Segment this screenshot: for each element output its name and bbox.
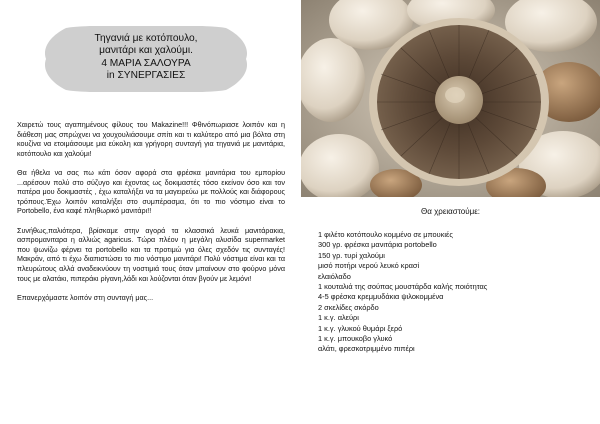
mushroom-illustration xyxy=(301,0,600,197)
collaboration-line: in ΣΥΝΕΡΓΑΣΙΕΣ xyxy=(106,70,186,82)
ingredient-item: μισό ποτήρι νερού λευκό κρασί xyxy=(318,261,420,271)
title-line-2: μανιτάρι και χαλούμι. xyxy=(99,45,193,57)
ingredients-heading: Θα χρειαστούμε: xyxy=(421,207,480,216)
ingredient-item: 1 φιλέτο κοτόπουλο κομμένο σε μπουκιές xyxy=(318,230,453,239)
ingredient-item: 2 σκελίδες σκόρδο xyxy=(318,302,379,312)
intro-paragraph-1: Χαιρετώ τους αγαπημένους φίλους του Makazine!!! Φθινόπωριασε λοιπόν και η διάθεση μας σπρώχνει να χουχουλιάσουμε σπίτι και τι καλύτερο από μια βόλτα στη κουζίνα να ετοιμάσουμε μια εύκολη και γρήγορη συνταγή για τηγανιά με μανιτάρια, κοτόπουλο και χαλούμι! xyxy=(17,120,285,158)
author-line: 4 ΜΑΡΙΑ ΣΑΛΟΥΡΑ xyxy=(101,57,191,69)
intro-paragraph-3: Συνήθως,παλιότερα, βρίσκαμε στην αγορά τα κλασσικά λευκά μανιτάρακια, ασπρομανιταρα η αλλιώς agaricus. Τώρα πλέον η μεγάλη αλυσίδα supermarket που ψωνίζω φέρνει τα portobello και τα προτιμώ για όλες σχεδόν τις συνταγές! Μακράν, από τι έχω διαπιστώσει το πιο νόστιμο μανιτάρι! Πολύ νόστιμα είναι και τα πλευρώτους αλλά αναδεικνύουν τη νοστιμιά τους όταν μπαίνουν στο φούρνο μόνα τους με αλατάκι, πιπεράκι ρίγανη,λάδι και λούζονται όταν βγούν με λεμόνι! xyxy=(17,225,285,283)
intro-paragraph-2: Θα ήθελα να σας πω κάτι όσον αφορά στα φρέσκα μανιτάρια του εμπορίου ...αρέσουν πολύ στο σύζυγο και έχοντας ως δοκιμαστές τόσο εκείνον όσο και τον πατέρα μου δοκιμαστές , έχω καταλήξει να τα μαγειρεύω με πολλούς και διάφορους τρόπους.Έχω λοιπόν καταλήξει στο συμπέρασμα, ότι το πιο νόστιμο είναι το Portobello, ένα καφέ πληθωρικό μανιτάρι!! xyxy=(17,167,285,216)
mushroom-photo xyxy=(301,0,600,197)
ingredient-item: ελαιόλαδο xyxy=(318,271,351,281)
ingredient-item: 1 κ.γ. αλεύρι xyxy=(318,313,359,323)
title-text xyxy=(44,33,248,83)
ingredient-item: 300 γρ. φρέσκα μανιτάρια portobello xyxy=(318,240,437,250)
ingredient-item: 1 κ.γ. γλυκού θυμάρι ξερό xyxy=(318,323,403,333)
ingredient-item: 1 κουταλιά της σούπας μουστάρδα καλής ποιότητας xyxy=(318,282,488,292)
ingredient-item: 4-5 φρέσκα κρεμμυδάκια ψιλοκομμένα xyxy=(318,292,444,302)
ingredient-item: 150 γρ. τυρί χαλούμι xyxy=(318,250,385,260)
ingredient-item: 1 κ.γ. μπουκοβο γλυκό xyxy=(318,334,393,344)
ingredients-list xyxy=(318,230,596,355)
intro-text xyxy=(17,120,285,312)
ingredient-item: αλάτι, φρεσκοτριμμένο πιπέρι xyxy=(318,344,415,354)
title-line-1: Τηγανιά με κοτόπουλο, xyxy=(94,33,198,44)
title-banner xyxy=(44,26,248,92)
intro-paragraph-4: Επανερχόμαστε λοιπόν στη συνταγή μας... xyxy=(17,292,154,302)
